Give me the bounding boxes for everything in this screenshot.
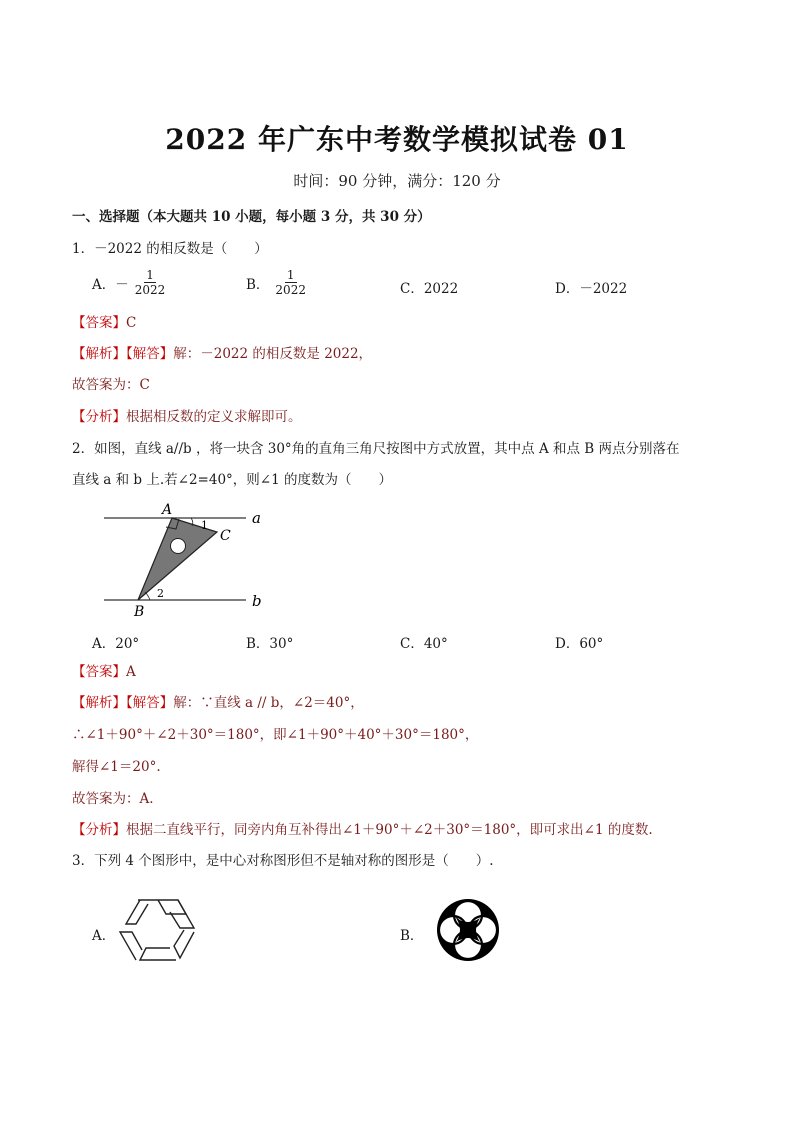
q2-step1: ∴∠1＋90°＋∠2＋30°＝180°，即∠1＋90°＋40°＋30°＝180°，	[72, 727, 479, 743]
q1-option-b-numerator: 1	[286, 268, 295, 282]
label-point-B: B	[134, 604, 145, 620]
q1-option-b-label: B．	[246, 276, 270, 293]
q1-option-a	[92, 268, 167, 297]
q2-conclusion: 故答案为：A.	[72, 791, 154, 807]
q1-option-a-numerator: 1	[146, 268, 154, 282]
q2-analysis	[72, 694, 364, 712]
label-line-b: b	[252, 592, 262, 610]
q2-analysis-tag: 【解析】【解答】	[72, 695, 174, 711]
q1-analysis-text: 解：－2022 的相反数是 2022，	[173, 346, 373, 362]
q3-option-a-label: A．	[92, 928, 116, 944]
angle2-arc	[145, 592, 150, 600]
label-point-A: A	[162, 502, 173, 518]
q2-answer-tag: 【答案】	[72, 664, 126, 680]
q2-step2: 解得∠1＝20°.	[72, 759, 161, 775]
label-angle-1: 1	[201, 519, 208, 532]
q2-answer-value: A	[126, 664, 136, 680]
q1-fenxi	[72, 408, 302, 426]
q2-option-c: C．40°	[400, 636, 448, 652]
q1-fenxi-tag: 【分析】	[72, 409, 126, 425]
q2-analysis-text: 解：∵直线 a // b，∠2＝40°，	[173, 695, 364, 711]
section-heading: 一、选择题（本大题共 10 小题，每小题 3 分，共 30 分）	[72, 209, 431, 225]
q1-option-a-label: A．－	[92, 276, 129, 293]
q2-fenxi-tag: 【分析】	[72, 822, 126, 838]
q1-fenxi-text: 根据相反数的定义求解即可。	[126, 409, 302, 425]
q1-option-b-fraction	[273, 268, 308, 297]
q1-conclusion: 故答案为：C	[72, 377, 150, 393]
q2-figure	[96, 500, 276, 622]
q1-option-d: D．－2022	[555, 281, 628, 297]
q1-option-a-fraction	[133, 268, 168, 297]
q3-stem: 3．下列 4 个图形中，是中心对称图形但不是轴对称的图形是（ ）.	[72, 853, 494, 869]
q3-option-a-figure	[118, 896, 198, 966]
label-line-a: a	[252, 509, 261, 527]
label-point-C: C	[220, 528, 231, 544]
q2-fenxi-text: 根据二直线平行，同旁内角互补得出∠1＋90°＋∠2＋30°＝180°，即可求出∠1 的度数.	[126, 822, 653, 838]
q2-fenxi	[72, 821, 653, 839]
exam-title: 2022 年广东中考数学模拟试卷 01	[165, 123, 629, 156]
q1-analysis	[72, 345, 372, 363]
q2-stem-line1: 2．如图，直线 a//b ，将一块含 30°角的直角三角尺按图中方式放置，其中点 A 和点 B 两点分别落在	[72, 441, 680, 457]
q2-option-a: A．20°	[92, 636, 140, 652]
q1-stem: 1．－2022 的相反数是（ ）	[72, 241, 268, 257]
q1-option-b	[246, 268, 308, 297]
q1-option-c: C．2022	[400, 281, 459, 297]
q1-analysis-tag: 【解析】【解答】	[72, 346, 174, 362]
q1-option-b-denominator: 2022	[275, 283, 306, 297]
q2-stem-line2: 直线 a 和 b 上.若∠2=40°，则∠1 的度数为（ ）	[72, 472, 392, 488]
q2-answer	[72, 663, 136, 681]
q2-option-b: B．30°	[246, 636, 294, 652]
ruler-hole	[171, 539, 186, 554]
q1-option-a-denominator: 2022	[134, 283, 166, 297]
q3-option-b-figure	[434, 896, 502, 964]
q2-option-d: D．60°	[555, 636, 604, 652]
q1-answer-tag: 【答案】	[72, 315, 126, 331]
label-angle-2: 2	[157, 587, 164, 600]
q1-answer	[72, 314, 136, 332]
q3-option-b-label: B．	[400, 928, 424, 944]
exam-subtitle: 时间：90 分钟，满分：120 分	[293, 172, 501, 190]
q1-answer-value: C	[126, 315, 137, 331]
